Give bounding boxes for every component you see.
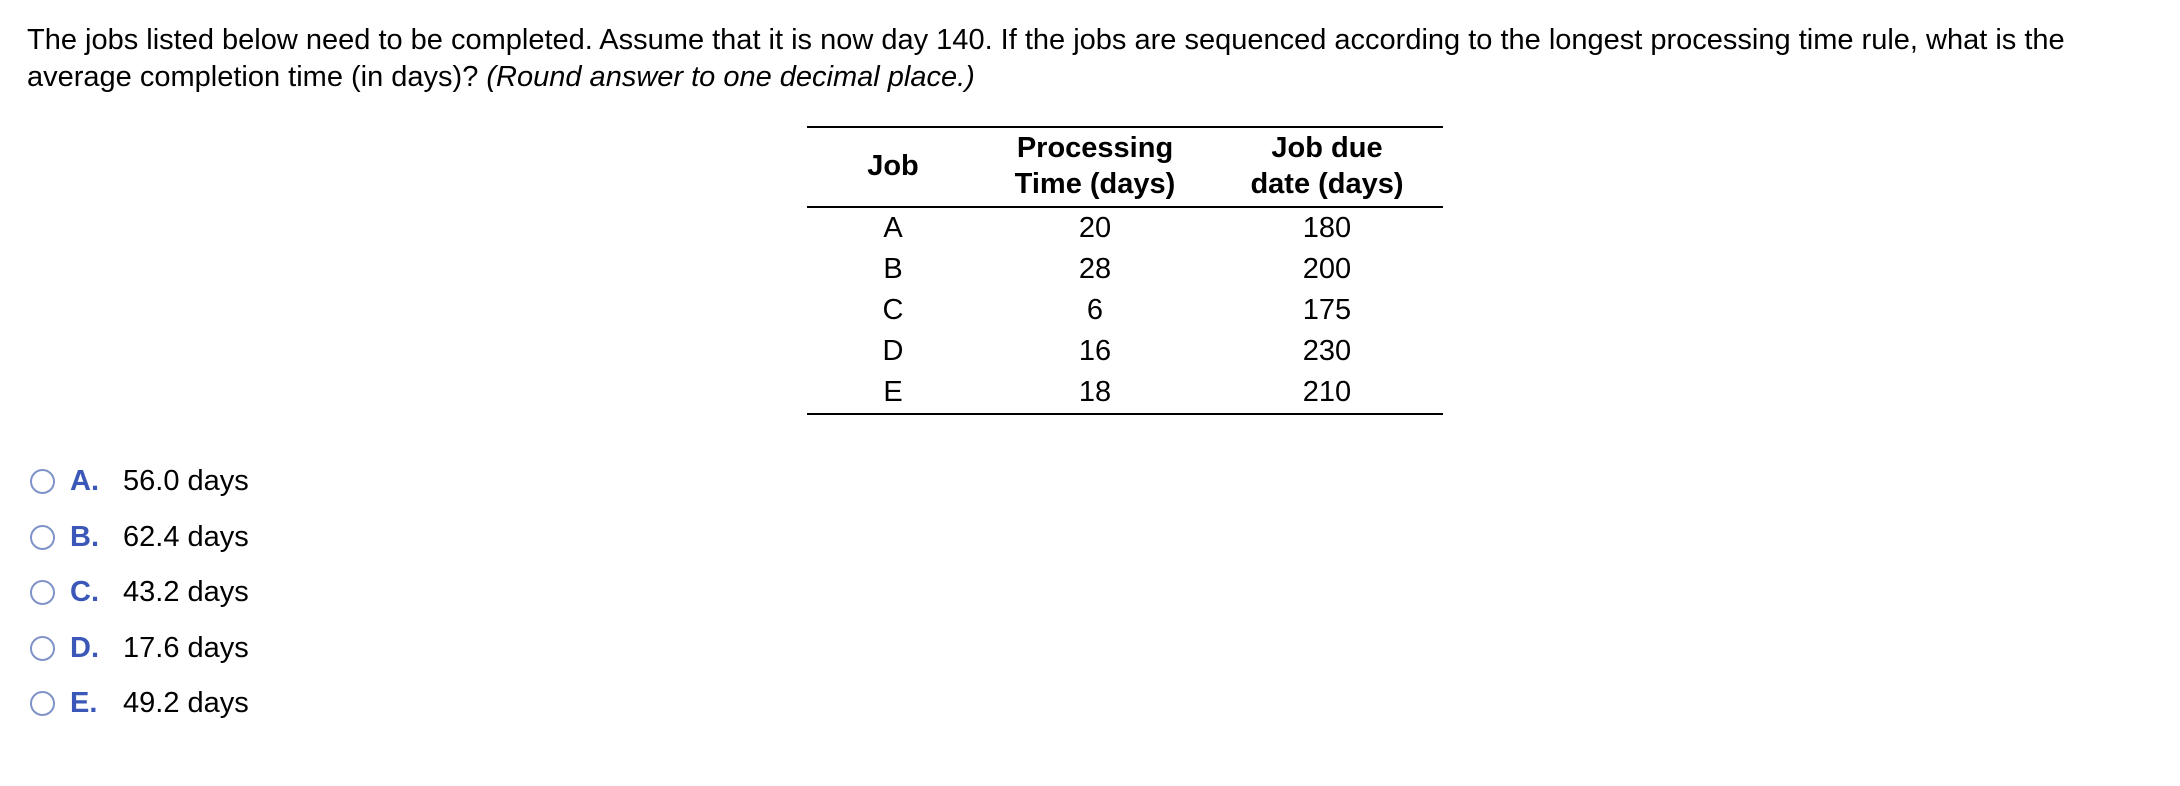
cell-job: B — [883, 253, 903, 285]
table-row — [807, 372, 1443, 414]
cell-due-date: 200 — [1302, 253, 1352, 285]
cell-due-date: 175 — [1302, 294, 1352, 326]
cell-processing-time: 16 — [1078, 335, 1112, 367]
radio-button-icon[interactable] — [30, 636, 55, 661]
cell-processing-time: 28 — [1078, 253, 1112, 285]
choice-letter: A. — [70, 465, 99, 498]
cell-due-date: 210 — [1211, 372, 1443, 414]
choice-text: 17.6 days — [123, 631, 249, 664]
header-due-line1: Job due — [1271, 132, 1383, 164]
cell-processing-time: 6 — [1086, 294, 1104, 326]
header-due-line2: date (days) — [1250, 168, 1404, 200]
question-instruction: (Round answer to one decimal place.) — [486, 61, 975, 93]
choice-b[interactable] — [30, 510, 249, 566]
header-due-date — [1211, 127, 1443, 207]
choice-a[interactable] — [30, 454, 249, 510]
radio-button-icon[interactable] — [30, 691, 55, 716]
jobs-table — [807, 126, 1443, 415]
table-row — [807, 331, 1443, 372]
cell-due-date: 230 — [1302, 335, 1352, 367]
choice-text: 49.2 days — [123, 687, 249, 720]
header-processing-line1: Processing — [1016, 132, 1174, 164]
radio-button-icon[interactable] — [30, 469, 55, 494]
choice-text: 56.0 days — [123, 465, 249, 498]
cell-processing-time: 18 — [979, 372, 1211, 414]
answer-choices — [30, 454, 249, 732]
choice-text: 62.4 days — [123, 520, 249, 553]
choice-d[interactable] — [30, 621, 249, 677]
question-text — [27, 22, 2157, 96]
choice-letter: E. — [70, 687, 98, 720]
table-row — [807, 249, 1443, 290]
cell-processing-time: 20 — [1078, 212, 1112, 244]
cell-job: A — [883, 212, 903, 244]
choice-letter: D. — [70, 631, 99, 664]
question-body: The jobs listed below need to be completed. Assume that it is now day 140. If the jobs are sequenced according to the longest processing time rule, what is the average completion time (in days)? — [27, 24, 2065, 93]
choice-e[interactable] — [30, 676, 249, 732]
cell-job: E — [807, 372, 979, 414]
choice-text: 43.2 days — [123, 576, 249, 609]
table-row — [807, 207, 1443, 249]
choice-letter: B. — [70, 520, 99, 553]
table-row — [807, 290, 1443, 331]
header-job: Job — [807, 127, 979, 207]
radio-button-icon[interactable] — [30, 525, 55, 550]
radio-button-icon[interactable] — [30, 580, 55, 605]
choice-c[interactable] — [30, 565, 249, 621]
cell-due-date: 180 — [1302, 212, 1352, 244]
cell-job: C — [882, 294, 904, 326]
cell-job: D — [882, 335, 904, 367]
header-processing-time — [979, 127, 1211, 207]
choice-letter: C. — [70, 576, 99, 609]
table-header-row — [807, 127, 1443, 207]
header-processing-line2: Time (days) — [1014, 168, 1176, 200]
